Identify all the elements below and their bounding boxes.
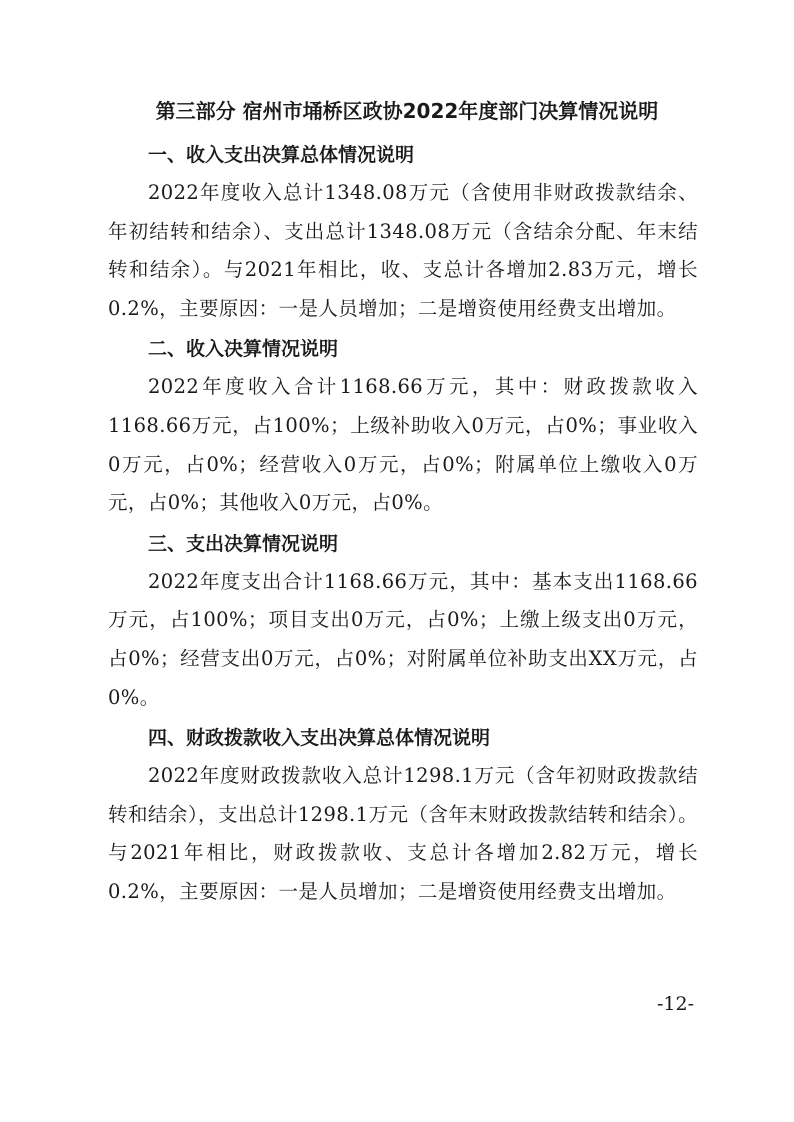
section-heading: 一、收入支出决算总体情况说明 [148,144,415,166]
document-body [108,136,698,914]
document-title: 第三部分 宿州市埇桥区政协2022年度部门决算情况说明 [155,99,659,123]
section-income-expense-overview [108,136,698,328]
section-expense [108,525,698,717]
section-heading: 四、财政拨款收入支出决算总体情况说明 [148,727,491,750]
section-income [108,330,698,522]
section-paragraph: 2022年度收入总计1348.08万元（含使用非财政拨款结余、年初结转和结余）、支出总计1348.08万元（含结余分配、年末结转和结余）。与2021年相比，收、支总计各增加2.83万元，增长0.2%，主要原因：一是人员增加；二是增资使用经费支出增加。 [108,181,698,320]
section-paragraph: 2022年度财政拨款收入总计1298.1万元（含年初财政拨款结转和结余），支出总计1298.1万元（含年末财政拨款结转和结余）。与2021年相比，财政拨款收、支总计各增加2.82万元，增长0.2%，主要原因：一是人员增加；二是增资使用经费支出增加。 [108,764,698,903]
page-number: -12- [656,993,694,1015]
section-paragraph: 2022年度收入合计1168.66万元，其中：财政拨款收入1168.66万元，占100%；上级补助收入0万元，占0%；事业收入0万元，占0%；经营收入0万元，占0%；附属单位上缴收入0万元，占0%；其他收入0万元，占0%。 [108,375,698,515]
section-fiscal-appropriation [108,719,698,911]
section-paragraph: 2022年度支出合计1168.66万元，其中：基本支出1168.66万元，占100%；项目支出0万元，占0%；上缴上级支出0万元，占0%；经营支出0万元，占0%；对附属单位补助支出XX万元，占0%。 [108,569,698,709]
section-heading: 二、收入决算情况说明 [148,338,339,361]
section-heading: 三、支出决算情况说明 [148,532,339,555]
